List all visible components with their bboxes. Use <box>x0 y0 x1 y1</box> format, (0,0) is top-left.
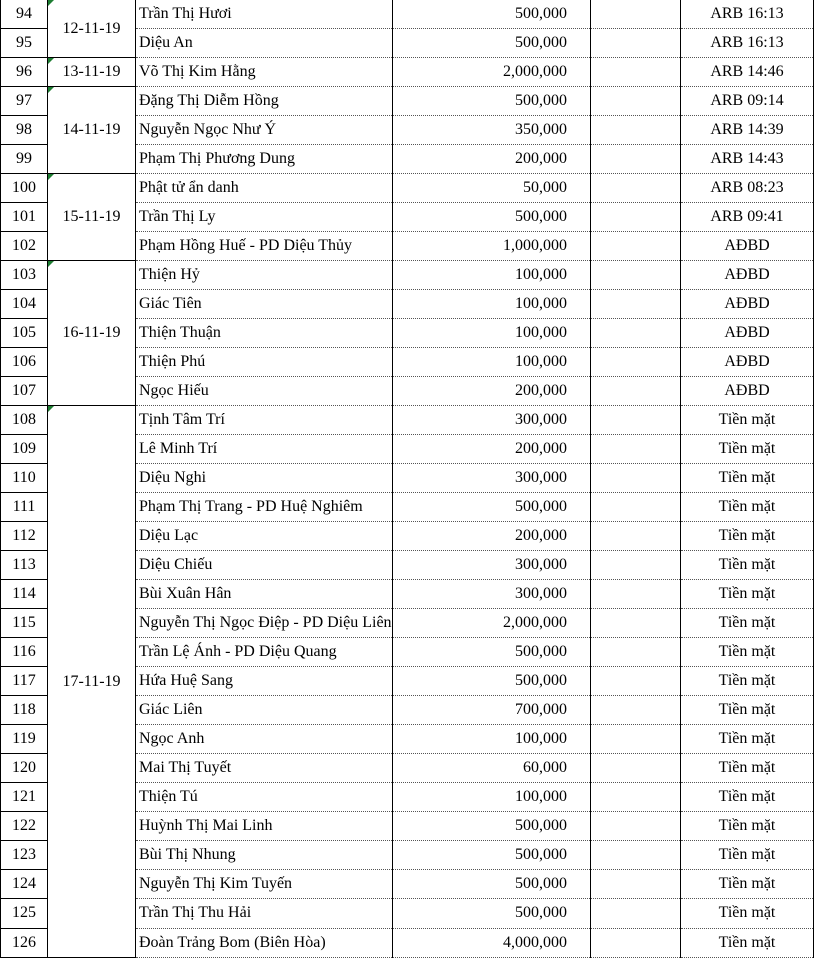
amount-cell[interactable]: 100,000 <box>393 725 591 754</box>
blank-cell[interactable] <box>591 348 681 377</box>
amount-cell[interactable]: 500,000 <box>393 203 591 232</box>
blank-cell[interactable] <box>591 174 681 203</box>
row-number-cell[interactable]: 101 <box>1 203 48 232</box>
row-number-cell[interactable]: 102 <box>1 232 48 261</box>
payment-method-cell[interactable]: ARB 16:13 <box>681 29 814 58</box>
donor-name-cell[interactable]: Phật tử ẩn danh <box>136 174 393 203</box>
amount-cell[interactable]: 500,000 <box>393 29 591 58</box>
donor-name-cell[interactable]: Tịnh Tâm Trí <box>136 406 393 435</box>
donor-name-cell[interactable]: Bùi Xuân Hân <box>136 580 393 609</box>
blank-cell[interactable] <box>591 290 681 319</box>
donor-name-cell[interactable]: Ngọc Anh <box>136 725 393 754</box>
donor-name-cell[interactable]: Nguyễn Thị Kim Tuyến <box>136 870 393 899</box>
donor-name-cell[interactable]: Diệu Nghi <box>136 464 393 493</box>
row-number-cell[interactable]: 113 <box>1 551 48 580</box>
amount-cell[interactable]: 500,000 <box>393 841 591 870</box>
amount-cell[interactable]: 2,000,000 <box>393 58 591 87</box>
donor-name-cell[interactable]: Phạm Hồng Huế - PD Diệu Thủy <box>136 232 393 261</box>
payment-method-cell[interactable]: Tiền mặt <box>681 609 814 638</box>
blank-cell[interactable] <box>591 87 681 116</box>
amount-cell[interactable]: 500,000 <box>393 0 591 29</box>
blank-cell[interactable] <box>591 812 681 841</box>
amount-cell[interactable]: 100,000 <box>393 290 591 319</box>
amount-cell[interactable]: 350,000 <box>393 116 591 145</box>
blank-cell[interactable] <box>591 522 681 551</box>
row-number-cell[interactable]: 109 <box>1 435 48 464</box>
row-number-cell[interactable]: 116 <box>1 638 48 667</box>
donor-name-cell[interactable]: Nguyễn Ngọc Như Ý <box>136 116 393 145</box>
blank-cell[interactable] <box>591 696 681 725</box>
donor-name-cell[interactable]: Thiện Thuận <box>136 319 393 348</box>
amount-cell[interactable]: 100,000 <box>393 319 591 348</box>
donor-name-cell[interactable]: Giác Liên <box>136 696 393 725</box>
row-number-cell[interactable]: 114 <box>1 580 48 609</box>
amount-cell[interactable]: 200,000 <box>393 377 591 406</box>
blank-cell[interactable] <box>591 0 681 29</box>
blank-cell[interactable] <box>591 232 681 261</box>
blank-cell[interactable] <box>591 261 681 290</box>
date-cell[interactable]: 15-11-19 <box>48 174 136 261</box>
row-number-cell[interactable]: 94 <box>1 0 48 29</box>
amount-cell[interactable]: 500,000 <box>393 812 591 841</box>
donor-name-cell[interactable]: Diệu Lạc <box>136 522 393 551</box>
row-number-cell[interactable]: 125 <box>1 899 48 928</box>
row-number-cell[interactable]: 117 <box>1 667 48 696</box>
payment-method-cell[interactable]: Tiền mặt <box>681 638 814 667</box>
blank-cell[interactable] <box>591 29 681 58</box>
payment-method-cell[interactable]: ARB 16:13 <box>681 0 814 29</box>
donor-name-cell[interactable]: Thiện Hỷ <box>136 261 393 290</box>
blank-cell[interactable] <box>591 493 681 522</box>
payment-method-cell[interactable]: Tiền mặt <box>681 580 814 609</box>
blank-cell[interactable] <box>591 667 681 696</box>
blank-cell[interactable] <box>591 377 681 406</box>
amount-cell[interactable]: 1,000,000 <box>393 232 591 261</box>
blank-cell[interactable] <box>591 580 681 609</box>
payment-method-cell[interactable]: ARB 14:39 <box>681 116 814 145</box>
donor-name-cell[interactable]: Diệu Chiếu <box>136 551 393 580</box>
blank-cell[interactable] <box>591 145 681 174</box>
blank-cell[interactable] <box>591 928 681 958</box>
blank-cell[interactable] <box>591 406 681 435</box>
blank-cell[interactable] <box>591 870 681 899</box>
blank-cell[interactable] <box>591 841 681 870</box>
row-number-cell[interactable]: 120 <box>1 754 48 783</box>
row-number-cell[interactable]: 121 <box>1 783 48 812</box>
amount-cell[interactable]: 2,000,000 <box>393 609 591 638</box>
blank-cell[interactable] <box>591 754 681 783</box>
payment-method-cell[interactable]: AĐBD <box>681 290 814 319</box>
row-number-cell[interactable]: 105 <box>1 319 48 348</box>
amount-cell[interactable]: 700,000 <box>393 696 591 725</box>
date-cell[interactable]: 13-11-19 <box>48 58 136 87</box>
donor-name-cell[interactable]: Trần Thị Ly <box>136 203 393 232</box>
row-number-cell[interactable]: 97 <box>1 87 48 116</box>
row-number-cell[interactable]: 96 <box>1 58 48 87</box>
row-number-cell[interactable]: 100 <box>1 174 48 203</box>
payment-method-cell[interactable]: Tiền mặt <box>681 435 814 464</box>
row-number-cell[interactable]: 99 <box>1 145 48 174</box>
payment-method-cell[interactable]: AĐBD <box>681 348 814 377</box>
payment-method-cell[interactable]: ARB 14:46 <box>681 58 814 87</box>
donor-name-cell[interactable]: Võ Thị Kim Hằng <box>136 58 393 87</box>
table-row <box>1 0 814 29</box>
donor-name-cell[interactable]: Đoàn Trảng Bom (Biên Hòa) <box>136 928 393 958</box>
blank-cell[interactable] <box>591 203 681 232</box>
blank-cell[interactable] <box>591 435 681 464</box>
table-row <box>1 261 814 290</box>
payment-method-cell[interactable]: AĐBD <box>681 319 814 348</box>
row-number-cell[interactable]: 108 <box>1 406 48 435</box>
table-row <box>1 87 814 116</box>
row-number-cell[interactable]: 107 <box>1 377 48 406</box>
amount-cell[interactable]: 500,000 <box>393 899 591 928</box>
donor-name-cell[interactable]: Trần Thị Hươi <box>136 0 393 29</box>
payment-method-cell[interactable]: Tiền mặt <box>681 667 814 696</box>
blank-cell[interactable] <box>591 319 681 348</box>
donor-name-cell[interactable]: Huỳnh Thị Mai Linh <box>136 812 393 841</box>
donor-name-cell[interactable]: Hứa Huệ Sang <box>136 667 393 696</box>
payment-method-cell[interactable]: Tiền mặt <box>681 493 814 522</box>
donor-name-cell[interactable]: Giác Tiên <box>136 290 393 319</box>
row-number-cell[interactable]: 103 <box>1 261 48 290</box>
donor-name-cell[interactable]: Bùi Thị Nhung <box>136 841 393 870</box>
row-number-cell[interactable]: 119 <box>1 725 48 754</box>
donor-name-cell[interactable]: Ngọc Hiếu <box>136 377 393 406</box>
date-cell[interactable]: 12-11-19 <box>48 0 136 58</box>
amount-cell[interactable]: 500,000 <box>393 870 591 899</box>
amount-cell[interactable]: 500,000 <box>393 87 591 116</box>
amount-cell[interactable]: 500,000 <box>393 493 591 522</box>
amount-cell[interactable]: 50,000 <box>393 174 591 203</box>
row-number-cell[interactable]: 123 <box>1 841 48 870</box>
payment-method-cell[interactable]: Tiền mặt <box>681 870 814 899</box>
donor-name-cell[interactable]: Nguyễn Thị Ngọc Điệp - PD Diệu Liên <box>136 609 393 638</box>
row-number-cell[interactable]: 112 <box>1 522 48 551</box>
date-cell[interactable]: 17-11-19 <box>48 406 136 958</box>
payment-method-cell[interactable]: Tiền mặt <box>681 406 814 435</box>
payment-method-cell[interactable]: Tiền mặt <box>681 899 814 928</box>
payment-method-cell[interactable]: ARB 09:41 <box>681 203 814 232</box>
row-number-cell[interactable]: 95 <box>1 29 48 58</box>
payment-method-cell[interactable]: Tiền mặt <box>681 464 814 493</box>
amount-cell[interactable]: 300,000 <box>393 551 591 580</box>
payment-method-cell[interactable]: Tiền mặt <box>681 841 814 870</box>
blank-cell[interactable] <box>591 725 681 754</box>
table-row <box>1 174 814 203</box>
row-number-cell[interactable]: 98 <box>1 116 48 145</box>
amount-cell[interactable]: 100,000 <box>393 783 591 812</box>
amount-cell[interactable]: 300,000 <box>393 580 591 609</box>
payment-method-cell[interactable]: Tiền mặt <box>681 551 814 580</box>
blank-cell[interactable] <box>591 58 681 87</box>
row-number-cell[interactable]: 106 <box>1 348 48 377</box>
payment-method-cell[interactable]: AĐBD <box>681 261 814 290</box>
amount-cell[interactable]: 100,000 <box>393 348 591 377</box>
payment-method-cell[interactable]: Tiền mặt <box>681 928 814 958</box>
payment-method-cell[interactable]: ARB 08:23 <box>681 174 814 203</box>
blank-cell[interactable] <box>591 116 681 145</box>
amount-cell[interactable]: 200,000 <box>393 435 591 464</box>
row-number-cell[interactable]: 118 <box>1 696 48 725</box>
date-cell[interactable]: 16-11-19 <box>48 261 136 406</box>
payment-method-cell[interactable]: Tiền mặt <box>681 783 814 812</box>
blank-cell[interactable] <box>591 638 681 667</box>
payment-method-cell[interactable]: Tiền mặt <box>681 754 814 783</box>
payment-method-cell[interactable]: ARB 14:43 <box>681 145 814 174</box>
payment-method-cell[interactable]: AĐBD <box>681 377 814 406</box>
payment-method-cell[interactable]: Tiền mặt <box>681 812 814 841</box>
row-number-cell[interactable]: 104 <box>1 290 48 319</box>
payment-method-cell[interactable]: Tiền mặt <box>681 522 814 551</box>
blank-cell[interactable] <box>591 464 681 493</box>
ledger-body <box>1 0 814 958</box>
table-row <box>1 58 814 87</box>
donor-name-cell[interactable]: Trần Thị Thu Hải <box>136 899 393 928</box>
blank-cell[interactable] <box>591 783 681 812</box>
amount-cell[interactable]: 200,000 <box>393 522 591 551</box>
row-number-cell[interactable]: 110 <box>1 464 48 493</box>
table-row <box>1 406 814 435</box>
amount-cell[interactable]: 500,000 <box>393 667 591 696</box>
payment-method-cell[interactable]: Tiền mặt <box>681 696 814 725</box>
amount-cell[interactable]: 100,000 <box>393 261 591 290</box>
donor-name-cell[interactable]: Đặng Thị Diễm Hồng <box>136 87 393 116</box>
blank-cell[interactable] <box>591 609 681 638</box>
donor-name-cell[interactable]: Trần Lệ Ánh - PD Diệu Quang <box>136 638 393 667</box>
row-number-cell[interactable]: 122 <box>1 812 48 841</box>
row-number-cell[interactable]: 124 <box>1 870 48 899</box>
date-cell[interactable]: 14-11-19 <box>48 87 136 174</box>
donor-name-cell[interactable]: Phạm Thị Phương Dung <box>136 145 393 174</box>
payment-method-cell[interactable]: AĐBD <box>681 232 814 261</box>
amount-cell[interactable]: 4,000,000 <box>393 928 591 958</box>
row-number-cell[interactable]: 115 <box>1 609 48 638</box>
payment-method-cell[interactable]: ARB 09:14 <box>681 87 814 116</box>
donor-name-cell[interactable]: Thiện Phú <box>136 348 393 377</box>
amount-cell[interactable]: 300,000 <box>393 406 591 435</box>
donor-name-cell[interactable]: Lê Minh Trí <box>136 435 393 464</box>
blank-cell[interactable] <box>591 551 681 580</box>
payment-method-cell[interactable]: Tiền mặt <box>681 725 814 754</box>
donor-name-cell[interactable]: Thiện Tú <box>136 783 393 812</box>
row-number-cell[interactable]: 126 <box>1 928 48 958</box>
amount-cell[interactable]: 60,000 <box>393 754 591 783</box>
amount-cell[interactable]: 300,000 <box>393 464 591 493</box>
blank-cell[interactable] <box>591 899 681 928</box>
amount-cell[interactable]: 200,000 <box>393 145 591 174</box>
donor-name-cell[interactable]: Mai Thị Tuyết <box>136 754 393 783</box>
donor-name-cell[interactable]: Diệu An <box>136 29 393 58</box>
amount-cell[interactable]: 500,000 <box>393 638 591 667</box>
row-number-cell[interactable]: 111 <box>1 493 48 522</box>
donor-name-cell[interactable]: Phạm Thị Trang - PD Huệ Nghiêm <box>136 493 393 522</box>
